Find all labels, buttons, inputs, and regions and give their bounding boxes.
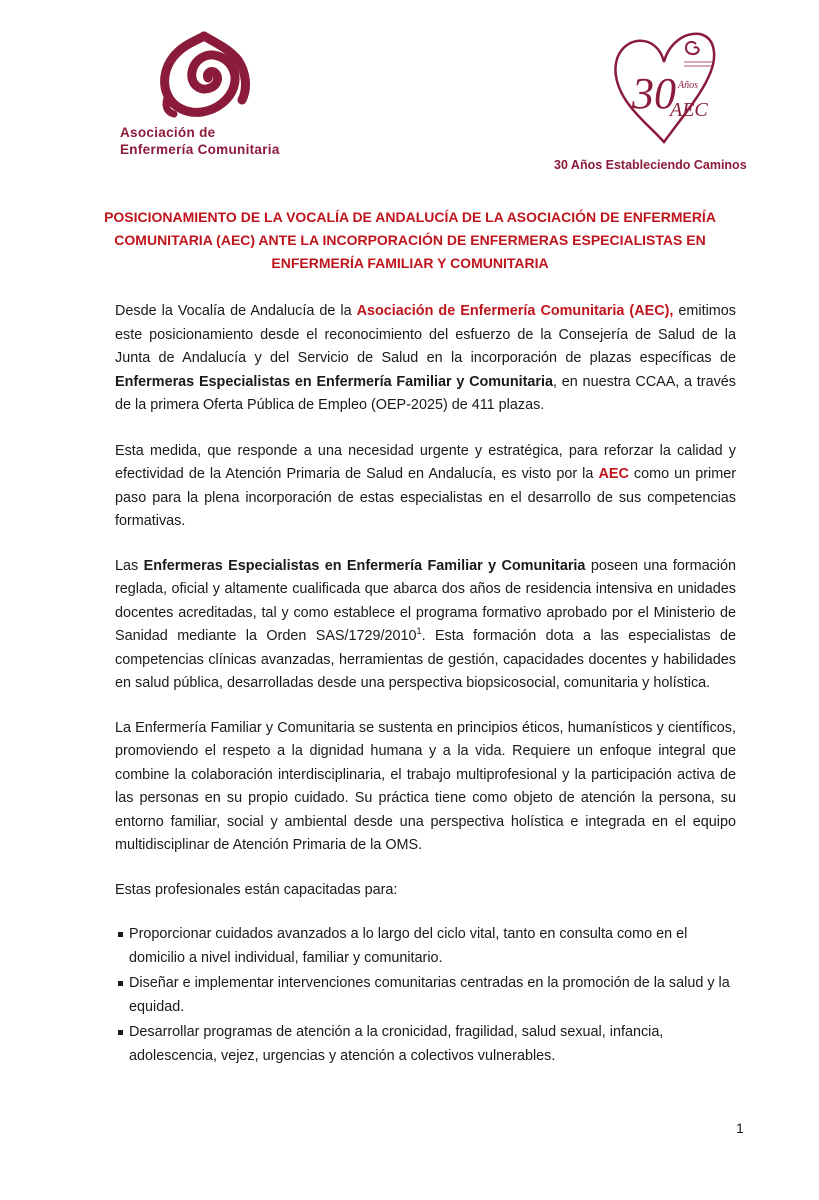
paragraph-2: [115, 440, 736, 534]
org-line1: Asociación de: [120, 125, 216, 140]
p1-text-c: emitimos este posicionamiento desde el reconocimiento del esfuerzo de la Consejería de Salud de la Junta de Andalucía y del Servicio de Salud en la incorporación de plazas específicas de: [115, 303, 736, 366]
page-number: 1: [736, 1120, 744, 1136]
list-item: [115, 972, 736, 1019]
p1-text-a: Desde la Vocalía de Andalucía de la: [115, 303, 357, 319]
square-bullet-icon: [118, 981, 123, 986]
heart-anniversary-icon: [608, 24, 720, 152]
p3-text-c: poseen una formación reglada, oficial y altamente cualificada que abarca dos años de residencia intensiva en unidades docentes acreditadas, tal y como establece el programa formativo aprobado por el Ministerio de Sanidad mediante la Orden SAS/1729/2010: [115, 557, 737, 644]
anniversary-years: 30: [632, 69, 676, 118]
p3-text-d: . Esta formación dota a las especialistas de competencias clínicas avanzadas, herramientas de gestión, capacidades docentes y habilidades en salud pública, desarrolladas desde una perspectiva biopsicosocial, comunitaria y holística.: [115, 628, 736, 691]
org-line2: Enfermería Comunitaria: [120, 142, 280, 157]
p1-association-name: Asociación de Enfermería Comunitaria (AEC),: [356, 303, 674, 319]
aec-spiral-logo-icon: [154, 30, 254, 120]
list-item-text: Diseñar e implementar intervenciones comunitarias centradas en la promoción de la salud y la equidad.: [129, 975, 730, 1015]
square-bullet-icon: [118, 932, 123, 937]
paragraph-4: La Enfermería Familiar y Comunitaria se sustenta en principios éticos, humanísticos y científicos, promoviendo el respeto a la dignidad humana y a la vida. Requiere un enfoque integral que combine la colaboración interdisciplinaria, el trabajo multiprofesional y la participación activa de las personas en su propio cuidado. Su práctica tiene como objeto de atención la persona, su entorno familiar, social y ambiental desde una perspectiva holística e integrada en el equipo multidisciplinar de Atención Primaria de la OMS.: [115, 719, 736, 853]
org-name: [120, 124, 320, 158]
paragraph-5: Estas profesionales están capacitadas para:: [115, 881, 398, 898]
footnote-ref: 1: [416, 626, 422, 637]
list-item-text: Desarrollar programas de atención a la cronicidad, fragilidad, salud sexual, infancia, adolescencia, vejez, urgencias y atención a colectivos vulnerables.: [129, 1024, 664, 1064]
p2-aec: AEC: [598, 466, 629, 482]
p1-specialists: Enfermeras Especialistas en Enfermería Familiar y Comunitaria: [115, 373, 554, 390]
paragraph-1: [115, 300, 736, 418]
anniversary-word: Años: [678, 80, 698, 91]
anniversary-logo: [548, 24, 748, 184]
list-item-text: Proporcionar cuidados avanzados a lo largo del ciclo vital, tanto en consulta como en el domicilio a nivel individual, familiar y comunitario.: [129, 926, 688, 966]
p3-specialists: Enfermeras Especialistas en Enfermería Familiar y Comunitaria: [143, 557, 586, 574]
page-header: [0, 0, 819, 190]
p2-text-c: como un primer paso para la plena incorporación de estas especialistas en el desarrollo de sus competencias formativas.: [115, 466, 737, 529]
p1-text-e: , en nuestra CCAA, a través de la primera Oferta Pública de Empleo (OEP-2025) de 411 plazas.: [115, 373, 736, 413]
list-item: [115, 1021, 736, 1068]
paragraph-3: [115, 555, 736, 696]
document-title: POSICIONAMIENTO DE LA VOCALÍA DE ANDALUCÍA DE LA ASOCIACIÓN DE ENFERMERÍA COMUNITARIA (AEC) ANTE LA INCORPORACIÓN DE ENFERMERAS ESPECIALISTAS EN ENFERMERÍA FAMILIAR Y COMUNITARIA: [104, 209, 716, 271]
capabilities-list: [115, 923, 736, 1068]
anniversary-acronym: AEC: [670, 99, 708, 121]
aec-logo: [118, 30, 298, 170]
p3-text-a: Las: [115, 557, 144, 574]
p2-text-a: Esta medida, que responde a una necesidad urgente y estratégica, para reforzar la calidad y efectividad de la Atención Primaria de Salud en Andalucía, es visto por la: [115, 442, 736, 482]
list-item: [115, 923, 736, 970]
document-body: [115, 300, 736, 1070]
square-bullet-icon: [118, 1030, 123, 1035]
slogan: 30 Años Estableciendo Caminos: [554, 158, 747, 172]
